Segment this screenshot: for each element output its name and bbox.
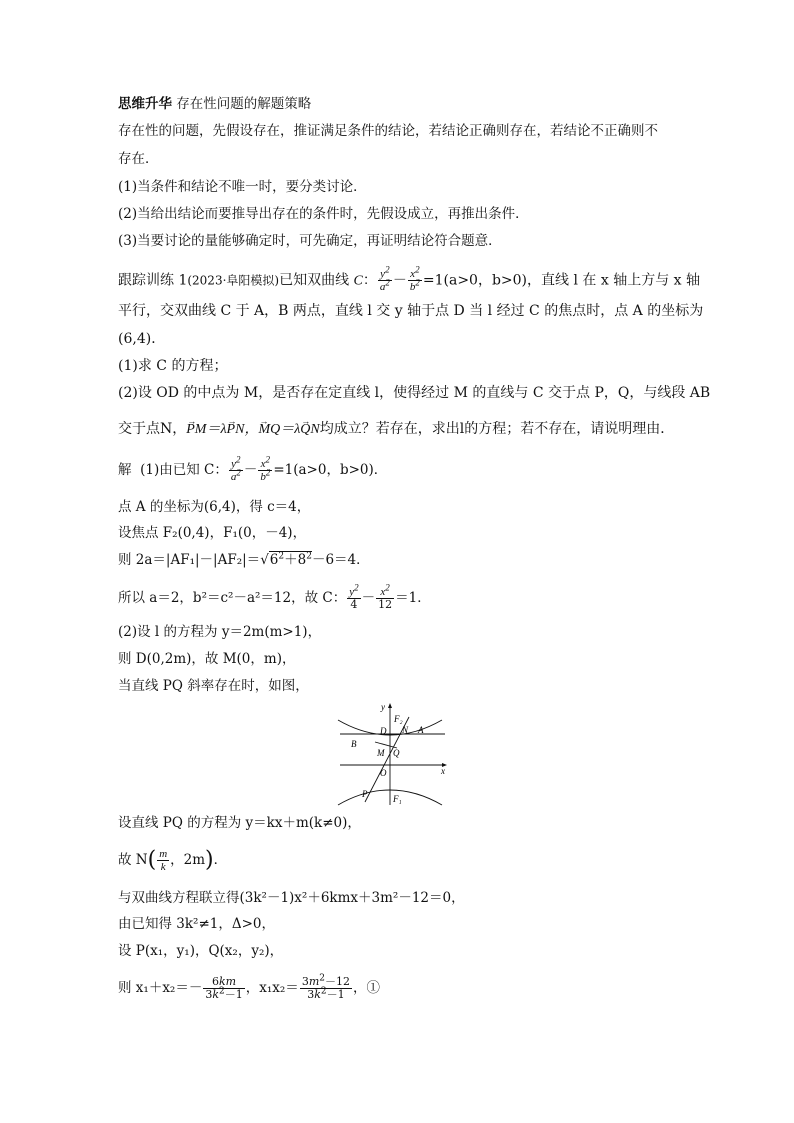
question-1: (1)求 C 的方程； bbox=[118, 358, 228, 374]
s14-frac-1: $\frac{6km}{3k^2-1}$ bbox=[205, 975, 243, 1001]
s10-pre: 故 N bbox=[118, 852, 148, 868]
solution-line-13: 设 P(x₁，y₁)，Q(x₂，y₂)， bbox=[118, 943, 284, 959]
solution-line-7: 则 D(0,2m)，故 M(0，m)， bbox=[118, 651, 296, 667]
label-b: B bbox=[351, 739, 357, 749]
problem-label: 跟踪训练 1 bbox=[118, 272, 188, 289]
s14-post: ，① bbox=[352, 980, 380, 996]
strategy-item-3: (3)当要讨论的量能够确定时，可先确定，再证明结论符合题意． bbox=[118, 233, 502, 249]
strategy-intro-2: 存在． bbox=[118, 151, 159, 167]
problem-line-3: (6,4)． bbox=[118, 331, 166, 347]
label-q: Q bbox=[393, 748, 400, 758]
s10-frac: $\frac{m}{k}$ bbox=[159, 848, 168, 873]
s14-pre: 则 x₁＋x₂＝－ bbox=[118, 980, 203, 996]
solution-line-14 bbox=[118, 973, 380, 1001]
solution-line-10: 故 N( $\frac{m}{k}$ ，2m)． bbox=[118, 847, 228, 873]
s10-mid: ，2m bbox=[170, 852, 206, 868]
label-f1: F₁ bbox=[393, 794, 402, 804]
solution-line-4: 则 $2a=|AF_1|-|AF_2|=√6^2+8^2-6=4$． bbox=[118, 551, 370, 568]
solution-line-1: 解 (1)由已知 C： $\frac{y^2}{a^2}$ － $\frac{x^2}{b^2}$ =1(a>0，b>0)． bbox=[118, 454, 388, 483]
strategy-item-2: (2)当给出结论而要推导出存在的条件时，先假设成立，再推出条件． bbox=[118, 206, 529, 222]
label-a: A bbox=[418, 725, 424, 735]
label-n: N bbox=[402, 725, 409, 735]
s4-post: －6＝4． bbox=[311, 552, 370, 568]
solution-line-12: 由已知得 3k²≠1，Δ>0， bbox=[118, 916, 276, 932]
hyperbola-figure bbox=[335, 700, 455, 810]
label-m: M bbox=[377, 748, 385, 758]
problem-line-2: 平行，交双曲线 C 于 A，B 两点，直线 l 交 y 轴于点 D 当 l 经过 C 的焦点时，点 A 的坐标为 bbox=[118, 303, 704, 319]
s14-frac-2: $\frac{3m^2-12}{3k^2-1}$ bbox=[301, 973, 350, 1001]
s4-pre: 则 2a＝|AF₁|－|AF₂|＝ bbox=[118, 552, 261, 568]
label-f2: F₂ bbox=[394, 714, 403, 724]
solution-line-6: (2)设 l 的方程为 y＝2m(m>1)， bbox=[118, 624, 322, 640]
label-d: D bbox=[380, 726, 387, 736]
label-p: P bbox=[362, 789, 368, 799]
s1-frac-x: $\frac{x^2}{b^2}$ bbox=[260, 454, 271, 483]
s14-mid: ，x₁x₂＝ bbox=[245, 980, 299, 996]
problem-line-1: 跟踪训练 1(2023·阜阳模拟)已知双曲线 C： $\frac{y^2}{a^2}$ － $\frac{x^2}{b^2}$ =1(a>0，b>0)，直线 l 在 x 轴上方与 x 轴 bbox=[118, 264, 700, 293]
question-2-line-1: (2)设 OD 的中点为 M，是否存在定直线 l，使得经过 M 的直线与 C 交于点 P，Q，与线段 AB bbox=[118, 385, 711, 401]
q2-pre: 交于点N， bbox=[118, 421, 187, 437]
strategy-item-1: (1)当条件和结论不唯一时，要分类讨论． bbox=[118, 179, 367, 195]
label-x: x bbox=[441, 766, 445, 776]
solution-line-11: 与双曲线方程联立得(3k²－1)x²＋6kmx＋3m²－12＝0， bbox=[118, 890, 465, 906]
problem-source: (2023·阜阳模拟) bbox=[187, 273, 280, 288]
solution-line-2: 点 A 的坐标为(6,4)，得 c＝4， bbox=[118, 499, 311, 515]
solution-label: 解 bbox=[118, 462, 132, 478]
problem-intro: 已知双曲线 bbox=[279, 272, 350, 289]
heading bbox=[118, 94, 311, 114]
s5-pre: 所以 a＝2，b²＝c²－a²＝12，故 C： bbox=[118, 590, 347, 606]
problem-condition: =1(a>0，b>0)，直线 l 在 x 轴上方与 x 轴 bbox=[422, 272, 700, 289]
heading-subtitle: 存在性问题的解题策略 bbox=[176, 96, 312, 112]
label-y: y bbox=[381, 702, 385, 712]
s1-frac-y: $\frac{y^2}{a^2}$ bbox=[230, 454, 241, 483]
q2-post: 均成立？若存在，求出l的方程；若不存在，请说明理由． bbox=[319, 421, 675, 437]
solution-line-8: 当直线 PQ 斜率存在时，如图， bbox=[118, 678, 309, 694]
question-2-line-2: 交于点N，→ PM＝λ→ PN，→ MQ＝λ→ QN均成立？若存在，求出l的方程；若不存在，请说明理由． bbox=[118, 419, 674, 440]
s1-pre: (1)由已知 C： bbox=[140, 462, 228, 478]
solution-line-9: 设直线 PQ 的方程为 y＝kx＋m(k≠0)， bbox=[118, 815, 361, 831]
frac-y2-a2: $\frac{y^2}{a^2}$ bbox=[379, 264, 390, 293]
s5-post: ＝1． bbox=[395, 590, 431, 606]
s5-frac-y: $\frac{y^2}{4}$ bbox=[349, 582, 359, 611]
solution-line-3: 设焦点 F₂(0,4)，F₁(0，－4)， bbox=[118, 525, 307, 541]
label-o: O bbox=[380, 768, 387, 778]
s5-frac-x: $\frac{x^2}{12}$ bbox=[378, 582, 393, 611]
strategy-intro-1: 存在性的问题，先假设存在，推证满足条件的结论，若结论正确则存在，若结论不正确则不 bbox=[118, 123, 658, 139]
y-axis-arrow bbox=[388, 703, 392, 708]
curve-name: C bbox=[353, 273, 363, 289]
solution-line-5: 所以 a＝2，b²＝c²－a²＝12，故 C： $\frac{y^2}{4}$ － $\frac{x^2}{12}$ ＝1． bbox=[118, 582, 431, 611]
s1-post: =1(a>0，b>0)． bbox=[273, 462, 388, 478]
frac-x2-b2: $\frac{x^2}{b^2}$ bbox=[409, 264, 420, 293]
heading-title: 思维升华 bbox=[118, 96, 172, 112]
